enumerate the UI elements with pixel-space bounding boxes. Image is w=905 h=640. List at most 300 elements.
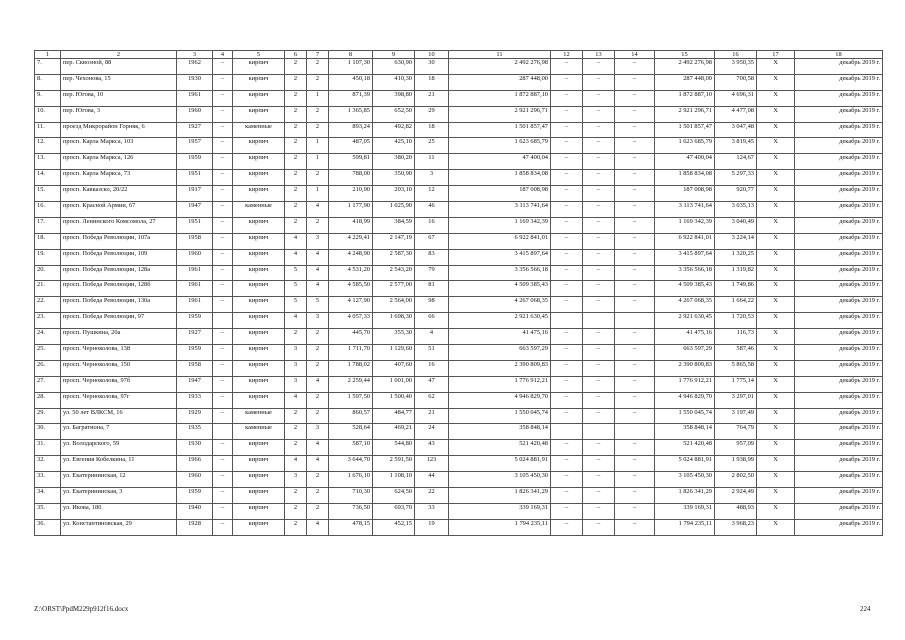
table-cell: 469,21 — [373, 424, 415, 440]
table-cell: 116,73 — [715, 329, 757, 345]
table-cell: 62 — [415, 392, 449, 408]
table-cell: – — [213, 488, 233, 504]
table-cell: X — [757, 74, 795, 90]
table-cell: 4 509 385,43 — [449, 281, 551, 297]
table-cell: 452,15 — [373, 519, 415, 535]
table-cell: просп. Карла Маркса, 103 — [61, 138, 177, 154]
table-row — [35, 265, 883, 281]
table-cell: просп. Победа Революции, 128а — [61, 265, 177, 281]
table-cell: 3 105 450,30 — [655, 472, 715, 488]
table-cell: X — [757, 440, 795, 456]
table-cell: – — [551, 281, 583, 297]
table-cell: 3 224,14 — [715, 233, 757, 249]
table-cell: – — [583, 488, 615, 504]
column-header: 7 — [307, 51, 329, 59]
table-cell: 36. — [35, 519, 61, 535]
table-cell: просп. Кавказско, 20/22 — [61, 186, 177, 202]
table-cell: 5 — [285, 297, 307, 313]
table-cell: – — [551, 122, 583, 138]
table-cell: 5 024 881,91 — [449, 456, 551, 472]
table-cell: кирпич — [233, 186, 285, 202]
table-cell: ул. Екатерининская, 3 — [61, 488, 177, 504]
table-cell: 98 — [415, 297, 449, 313]
table-cell: 2 — [285, 170, 307, 186]
table-cell: 920,77 — [715, 186, 757, 202]
table-cell: 31. — [35, 440, 61, 456]
table-cell: 2 259,44 — [329, 376, 373, 392]
table-cell: – — [213, 456, 233, 472]
table-cell: декабрь 2019 г. — [795, 265, 883, 281]
table-cell: ул. Володарского, 59 — [61, 440, 177, 456]
table-cell: 1 365,85 — [329, 106, 373, 122]
table-cell: 2 — [285, 503, 307, 519]
table-cell: – — [213, 265, 233, 281]
table-cell: кирпич — [233, 376, 285, 392]
table-cell: 1 — [307, 90, 329, 106]
table-cell: декабрь 2019 г. — [795, 519, 883, 535]
table-cell: 2 — [285, 408, 307, 424]
table-cell: 4 531,20 — [329, 265, 373, 281]
table-cell: просп. Победа Революции, 97 — [61, 313, 177, 329]
table-cell: 487,05 — [329, 138, 373, 154]
table-cell: 425,10 — [373, 138, 415, 154]
table-cell: – — [615, 360, 655, 376]
table-cell: кирпич — [233, 440, 285, 456]
table-cell: 210,90 — [329, 186, 373, 202]
table-cell: 1917 — [177, 186, 213, 202]
table-cell: 4 229,41 — [329, 233, 373, 249]
table-cell: кирпич — [233, 392, 285, 408]
table-cell: 2 924,49 — [715, 488, 757, 504]
table-cell: 1 826 341,29 — [449, 488, 551, 504]
table-cell: 1930 — [177, 74, 213, 90]
table-cell: – — [551, 392, 583, 408]
table-cell: 1 320,25 — [715, 249, 757, 265]
table-cell: 22 — [415, 488, 449, 504]
table-cell: 860,57 — [329, 408, 373, 424]
table-cell: – — [615, 408, 655, 424]
table-cell: 2 — [307, 217, 329, 233]
table-cell: – — [583, 392, 615, 408]
table-cell: 34. — [35, 488, 61, 504]
table-cell: – — [583, 519, 615, 535]
table-cell: – — [615, 233, 655, 249]
table-cell: 398,80 — [373, 90, 415, 106]
table-cell: просп. Карла Маркса, 126 — [61, 154, 177, 170]
page-number: 224 — [860, 605, 871, 613]
table-cell: – — [551, 519, 583, 535]
table-cell: просп. Победа Революции, 109 — [61, 249, 177, 265]
table-cell: просп. Победа Революции, 130а — [61, 297, 177, 313]
table-cell: 3 105 450,30 — [449, 472, 551, 488]
table-cell: 492,82 — [373, 122, 415, 138]
table-cell: 663 597,29 — [449, 345, 551, 361]
table-row — [35, 233, 883, 249]
table-cell: 1959 — [177, 313, 213, 329]
table-cell: 1960 — [177, 472, 213, 488]
table-cell: 3 — [285, 360, 307, 376]
table-cell: – — [583, 472, 615, 488]
table-cell: 2 921 630,45 — [449, 313, 551, 329]
table-cell: 1 501 857,47 — [449, 122, 551, 138]
table-cell: 2 390 809,83 — [449, 360, 551, 376]
table-cell: – — [213, 360, 233, 376]
table-cell: 44 — [415, 472, 449, 488]
table-cell: – — [551, 297, 583, 313]
column-header: 6 — [285, 51, 307, 59]
table-cell: – — [551, 202, 583, 218]
table-cell: 4 267 068,35 — [449, 297, 551, 313]
table-row — [35, 297, 883, 313]
table-cell: 3 968,23 — [715, 519, 757, 535]
column-header: 10 — [415, 51, 449, 59]
table-cell: 521 420,48 — [449, 440, 551, 456]
table-cell: 18 — [415, 122, 449, 138]
table-cell: 2 — [307, 360, 329, 376]
table-cell: декабрь 2019 г. — [795, 233, 883, 249]
table-cell: декабрь 2019 г. — [795, 249, 883, 265]
file-path: Z:\ORST\PpdM229p912f16.docx — [34, 605, 129, 613]
table-cell: – — [551, 233, 583, 249]
table-cell: 788,00 — [329, 170, 373, 186]
table-cell: просп. Черноколова, 150 — [61, 360, 177, 376]
table-cell: 1 169 342,39 — [655, 217, 715, 233]
table-cell: 1 025,90 — [373, 202, 415, 218]
column-header: 14 — [615, 51, 655, 59]
table-cell: 3 — [307, 424, 329, 440]
table-cell: 12 — [415, 186, 449, 202]
table-cell: – — [615, 170, 655, 186]
table-cell: 2 — [307, 408, 329, 424]
table-cell — [551, 424, 583, 440]
table-cell: 544,80 — [373, 440, 415, 456]
table-cell: 2 — [307, 329, 329, 345]
table-row — [35, 106, 883, 122]
table-cell: 47 400,04 — [655, 154, 715, 170]
table-cell: X — [757, 360, 795, 376]
table-cell: X — [757, 202, 795, 218]
table-cell: 2 543,20 — [373, 265, 415, 281]
table-cell: 478,15 — [329, 519, 373, 535]
table-cell: 587,46 — [715, 345, 757, 361]
table-row — [35, 154, 883, 170]
column-header: 17 — [757, 51, 795, 59]
table-cell: 2 — [285, 217, 307, 233]
table-cell: кирпич — [233, 59, 285, 75]
table-cell: – — [615, 217, 655, 233]
table-cell: кирпич — [233, 249, 285, 265]
table-cell: 1960 — [177, 249, 213, 265]
table-cell: 4 057,33 — [329, 313, 373, 329]
table-row — [35, 503, 883, 519]
table-cell: пер. Чехонова, 15 — [61, 74, 177, 90]
table-cell: 19. — [35, 249, 61, 265]
table-cell: ул. Екатерининская, 12 — [61, 472, 177, 488]
table-cell: – — [583, 154, 615, 170]
table-cell: – — [615, 138, 655, 154]
table-cell — [583, 424, 615, 440]
table-cell: 4 — [285, 233, 307, 249]
table-cell: 4 — [307, 249, 329, 265]
table-cell: 21 — [415, 408, 449, 424]
table-cell: декабрь 2019 г. — [795, 138, 883, 154]
table-cell: 764,79 — [715, 424, 757, 440]
table-cell: 2 390 809,83 — [655, 360, 715, 376]
table-cell: 1 698,30 — [373, 313, 415, 329]
table-cell: – — [213, 503, 233, 519]
table-cell: – — [213, 297, 233, 313]
table-cell: декабрь 2019 г. — [795, 472, 883, 488]
table-cell: 1 826 341,29 — [655, 488, 715, 504]
table-cell: – — [551, 138, 583, 154]
table-cell: декабрь 2019 г. — [795, 488, 883, 504]
table-cell: X — [757, 106, 795, 122]
table-cell: 51 — [415, 345, 449, 361]
table-cell: X — [757, 519, 795, 535]
table-row — [35, 122, 883, 138]
table-cell: 2 921 296,71 — [449, 106, 551, 122]
table-cell: 2 — [307, 74, 329, 90]
table-cell: 4 — [307, 456, 329, 472]
table-cell: 9. — [35, 90, 61, 106]
table-cell: 5 024 881,91 — [655, 456, 715, 472]
table-cell: 1957 — [177, 138, 213, 154]
table-cell: 1 550 045,74 — [449, 408, 551, 424]
table-cell: 1 623 685,79 — [655, 138, 715, 154]
table-cell: 871,39 — [329, 90, 373, 106]
table-cell: – — [615, 90, 655, 106]
table-cell: – — [583, 265, 615, 281]
table-cell: 1959 — [177, 488, 213, 504]
table-cell: X — [757, 424, 795, 440]
table-cell: 2 — [307, 392, 329, 408]
table-cell: 630,90 — [373, 59, 415, 75]
table-cell: 79 — [415, 265, 449, 281]
table-cell: каменные — [233, 408, 285, 424]
table-cell: 1959 — [177, 154, 213, 170]
table-cell: 1962 — [177, 59, 213, 75]
table-cell: 26. — [35, 360, 61, 376]
table-cell: 1 623 685,79 — [449, 138, 551, 154]
table-cell: 1 776 912,21 — [655, 376, 715, 392]
table-cell: – — [583, 297, 615, 313]
table-cell: 1959 — [177, 345, 213, 361]
table-cell: – — [615, 249, 655, 265]
table-cell: – — [551, 456, 583, 472]
table-cell: 5 — [285, 265, 307, 281]
table-cell: 33 — [415, 503, 449, 519]
table-cell: 2 — [285, 186, 307, 202]
table-cell: – — [213, 186, 233, 202]
table-cell: 2 — [307, 106, 329, 122]
table-row — [35, 519, 883, 535]
table-cell: 203,10 — [373, 186, 415, 202]
table-cell: 1958 — [177, 360, 213, 376]
table-cell: 16 — [415, 217, 449, 233]
table-cell: 4 509 385,43 — [655, 281, 715, 297]
header-row — [35, 51, 883, 59]
table-cell: 2 — [285, 440, 307, 456]
column-header: 8 — [329, 51, 373, 59]
table-cell: – — [583, 202, 615, 218]
table-cell: 587,10 — [329, 440, 373, 456]
table-cell: 12. — [35, 138, 61, 154]
table-cell: 1 177,90 — [329, 202, 373, 218]
table-cell: 7. — [35, 59, 61, 75]
table-cell: – — [551, 488, 583, 504]
column-header: 11 — [449, 51, 551, 59]
table-cell: – — [213, 233, 233, 249]
table-cell: проезд Микрорайон Горняк, 6 — [61, 122, 177, 138]
table-cell: 4 — [307, 265, 329, 281]
table-cell: 4 248,90 — [329, 249, 373, 265]
table-cell: 287 448,00 — [449, 74, 551, 90]
table-cell: 1947 — [177, 376, 213, 392]
table-cell: X — [757, 170, 795, 186]
table-cell: – — [615, 376, 655, 392]
table-cell: декабрь 2019 г. — [795, 74, 883, 90]
table-cell: 2 — [307, 488, 329, 504]
table-cell: 355,30 — [373, 329, 415, 345]
table-cell: декабрь 2019 г. — [795, 122, 883, 138]
table-cell: 484,77 — [373, 408, 415, 424]
table-cell: 2 802,50 — [715, 472, 757, 488]
table-row — [35, 488, 883, 504]
table-cell: – — [551, 440, 583, 456]
table-cell: 33. — [35, 472, 61, 488]
table-cell — [583, 313, 615, 329]
table-cell: – — [213, 249, 233, 265]
table-cell: 2 — [285, 154, 307, 170]
table-row — [35, 376, 883, 392]
table-cell: 2 — [285, 106, 307, 122]
table-cell: – — [583, 233, 615, 249]
table-cell: 1929 — [177, 408, 213, 424]
table-cell: 2 — [307, 345, 329, 361]
table-cell — [615, 424, 655, 440]
table-cell: – — [213, 281, 233, 297]
table-cell: 20. — [35, 265, 61, 281]
table-cell: 1 794 235,11 — [449, 519, 551, 535]
column-header: 9 — [373, 51, 415, 59]
table-cell: ул. 50 лет ВЛКСМ, 16 — [61, 408, 177, 424]
table-cell: кирпич — [233, 503, 285, 519]
table-cell: 350,90 — [373, 170, 415, 186]
table-cell: X — [757, 138, 795, 154]
table-cell: 1 108,10 — [373, 472, 415, 488]
table-cell: 1927 — [177, 329, 213, 345]
table-cell: – — [583, 360, 615, 376]
table-cell: 488,93 — [715, 503, 757, 519]
table-cell: – — [213, 392, 233, 408]
table-cell: 2 577,00 — [373, 281, 415, 297]
table-cell: 11. — [35, 122, 61, 138]
table-cell: 1933 — [177, 392, 213, 408]
table-cell: 1 794 235,11 — [655, 519, 715, 535]
table-cell: 1 107,30 — [329, 59, 373, 75]
column-header: 18 — [795, 51, 883, 59]
table-cell: 2 — [285, 424, 307, 440]
table-cell: 4 — [285, 249, 307, 265]
table-cell: 43 — [415, 440, 449, 456]
table-cell: 4 — [285, 456, 307, 472]
table-cell: – — [551, 59, 583, 75]
table-cell: 528,64 — [329, 424, 373, 440]
table-cell: 1 749,86 — [715, 281, 757, 297]
column-header: 5 — [233, 51, 285, 59]
table-cell: кирпич — [233, 281, 285, 297]
table-cell: просп. Черноколова, 138 — [61, 345, 177, 361]
table-cell: декабрь 2019 г. — [795, 186, 883, 202]
table-cell: X — [757, 122, 795, 138]
table-row — [35, 186, 883, 202]
table-cell: декабрь 2019 г. — [795, 217, 883, 233]
table-cell: – — [213, 170, 233, 186]
table-cell: 2 — [307, 503, 329, 519]
table-cell: 358 848,14 — [655, 424, 715, 440]
table-cell: 66 — [415, 313, 449, 329]
table-cell: декабрь 2019 г. — [795, 329, 883, 345]
table-cell: – — [583, 249, 615, 265]
column-header: 2 — [61, 51, 177, 59]
table-cell: кирпич — [233, 329, 285, 345]
table-cell: 3 — [415, 170, 449, 186]
table-cell: – — [583, 217, 615, 233]
table-cell: просп. Красной Армии, 67 — [61, 202, 177, 218]
table-cell: – — [615, 265, 655, 281]
table-cell: кирпич — [233, 265, 285, 281]
table-cell: 1951 — [177, 217, 213, 233]
table-cell: кирпич — [233, 154, 285, 170]
table-cell: – — [615, 154, 655, 170]
table-cell: 3 415 897,64 — [449, 249, 551, 265]
table-cell: 21 — [415, 90, 449, 106]
table-cell: 1 501 857,47 — [655, 122, 715, 138]
table-cell: 2 147,19 — [373, 233, 415, 249]
table-cell: 521 420,48 — [655, 440, 715, 456]
table-cell: X — [757, 154, 795, 170]
table-cell: 1 858 834,08 — [655, 170, 715, 186]
table-cell: X — [757, 233, 795, 249]
table-cell: 2 — [307, 59, 329, 75]
table-cell: 2 492 276,98 — [655, 59, 715, 75]
table-cell: 46 — [415, 202, 449, 218]
table-cell: – — [213, 106, 233, 122]
table-cell: – — [583, 170, 615, 186]
table-cell: 32. — [35, 456, 61, 472]
table-cell: 3 950,35 — [715, 59, 757, 75]
column-header: 16 — [715, 51, 757, 59]
table-cell: декабрь 2019 г. — [795, 90, 883, 106]
table-cell: – — [583, 345, 615, 361]
table-cell: – — [213, 345, 233, 361]
table-cell: пер. Югова, 10 — [61, 90, 177, 106]
table-cell: просп. Пушкина, 20а — [61, 329, 177, 345]
table-cell: 47 400,04 — [449, 154, 551, 170]
table-cell: декабрь 2019 г. — [795, 424, 883, 440]
table-row — [35, 281, 883, 297]
table-cell: 1961 — [177, 281, 213, 297]
table-cell: – — [583, 281, 615, 297]
table-cell: 450,18 — [329, 74, 373, 90]
table-cell: 3 035,13 — [715, 202, 757, 218]
table-cell: 4 — [415, 329, 449, 345]
table-cell: 16. — [35, 202, 61, 218]
column-header: 4 — [213, 51, 233, 59]
table-cell: 41 475,16 — [655, 329, 715, 345]
table-cell: кирпич — [233, 519, 285, 535]
table-cell: 30 — [415, 59, 449, 75]
